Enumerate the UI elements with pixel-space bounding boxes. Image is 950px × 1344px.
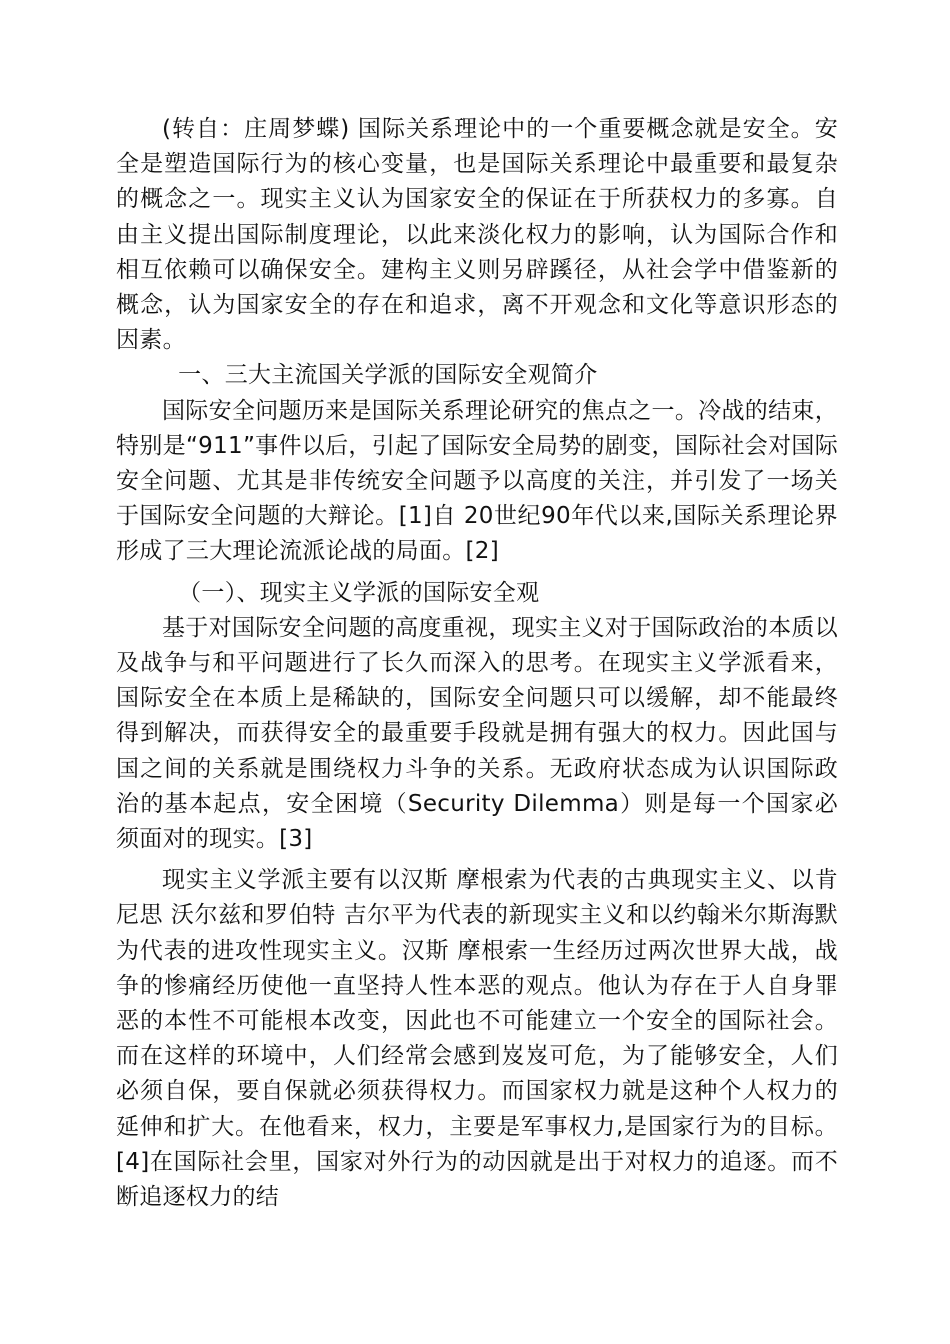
document-body (116, 112, 838, 1215)
paragraph-realism-view: 基于对国际安全问题的高度重视，现实主义对于国际政治的本质以及战争与和平问题进行了长久而深入的思考。在现实主义学派看来，国际安全在本质上是稀缺的，国际安全问题只可以缓解，却不能最终得到解决，而获得安全的最重要手段就是拥有强大的权力。因此国与国之间的关系就是围绕权力斗争的关系。无政府状态成为认识国际政治的基本起点，安全困境（Security Dilemma）则是每一个国家必须面对的现实。[3] (116, 614, 838, 853)
paragraph-realism-schools: 现实主义学派主要有以汉斯 摩根索为代表的古典现实主义、以肯尼思 沃尔兹和罗伯特 吉尔平为代表的新现实主义和以约翰米尔斯海默为代表的进攻性现实主义。汉斯 摩根索一生经历过两次世界大战，战争的惨痛经历使他一直坚持人性本恶的观点。他认为存在于人自身罪恶的本性不可能根本改变，因此也不可能建立一个安全的国际社会。而在这样的环境中，人们经常会感到岌岌可危，为了能够安全，人们必须自保，要自保就必须获得权力。而国家权力就是这种个人权力的延伸和扩大。在他看来，权力，主要是军事权力,是国家行为的目标。[4]在国际社会里，国家对外行为的动因就是出于对权力的追逐。而不断追逐权力的结 (116, 867, 838, 1211)
section-heading-1: 一、三大主流国关学派的国际安全观简介 (178, 362, 598, 389)
paragraph-intro: (转自：庄周梦蝶) 国际关系理论中的一个重要概念就是安全。安全是塑造国际行为的核心变量，也是国际关系理论中最重要和最复杂的概念之一。现实主义认为国家安全的保证在于所获权力的多寡。自由主义提出国际制度理论，以此来淡化权力的影响，认为国际合作和相互依赖可以确保安全。建构主义则另辟蹊径，从社会学中借鉴新的概念，认为国家安全的存在和追求，离不开观念和文化等意识形态的因素。 (116, 116, 838, 354)
subsection-heading-realism: （一）、现实主义学派的国际安全观 (178, 579, 540, 606)
paragraph-security-debate: 国际安全问题历来是国际关系理论研究的焦点之一。冷战的结束，特别是“911”事件以后，引起了国际安全局势的剧变，国际社会对国际安全问题、尤其是非传统安全问题予以高度的关注，并引发了一场关于国际安全问题的大辩论。[1]自 20世纪90年代以来,国际关系理论界形成了三大理论流派论战的局面。[2] (116, 397, 838, 565)
